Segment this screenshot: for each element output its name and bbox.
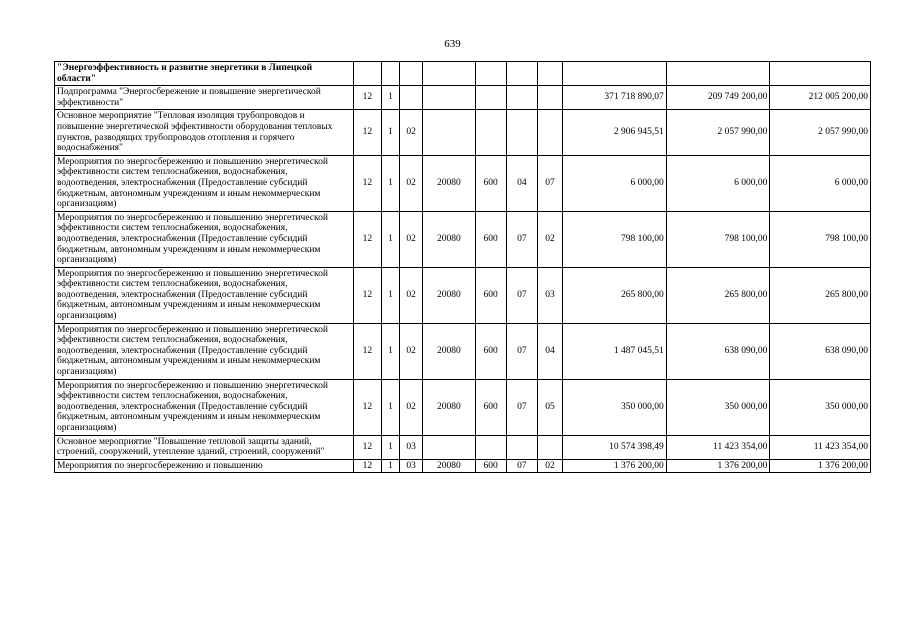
code-cell: 20080 — [423, 155, 475, 211]
code-cell: 12 — [353, 435, 381, 459]
amount-cell: 11 423 354,00 — [770, 435, 871, 459]
amount-cell: 2 906 945,51 — [563, 110, 667, 155]
budget-table — [54, 61, 871, 473]
row-name-cell: Основное мероприятие "Повышение тепловой защиты зданий, строений, сооружений, утепление зданий, строений, сооружений" — [55, 435, 354, 459]
code-cell: 02 — [400, 379, 423, 435]
code-cell: 07 — [506, 379, 537, 435]
amount-cell: 798 100,00 — [770, 211, 871, 267]
code-cell — [475, 110, 506, 155]
amount-cell: 1 376 200,00 — [666, 459, 770, 473]
row-name-cell: Мероприятия по энергосбережению и повышению энергетической эффективности систем теплоснабжения, водоснабжения, водоотведения, электроснабжения (Предоставление субсидий бюджетным, автономным учреждениям и иным некоммерческим организациям) — [55, 379, 354, 435]
code-cell: 12 — [353, 459, 381, 473]
code-cell: 07 — [506, 323, 537, 379]
code-cell: 600 — [475, 323, 506, 379]
amount-cell — [563, 62, 667, 86]
code-cell: 07 — [506, 211, 537, 267]
code-cell — [400, 62, 423, 86]
code-cell: 03 — [400, 435, 423, 459]
amount-cell: 350 000,00 — [770, 379, 871, 435]
row-name-cell: Мероприятия по энергосбережению и повышению энергетической эффективности систем теплоснабжения, водоснабжения, водоотведения, электроснабжения (Предоставление субсидий бюджетным, автономным учреждениям и иным некоммерческим организациям) — [55, 211, 354, 267]
code-cell — [537, 86, 562, 110]
code-cell: 04 — [537, 323, 562, 379]
code-cell: 03 — [400, 459, 423, 473]
amount-cell: 798 100,00 — [666, 211, 770, 267]
amount-cell: 1 376 200,00 — [563, 459, 667, 473]
code-cell: 12 — [353, 86, 381, 110]
code-cell: 600 — [475, 155, 506, 211]
code-cell: 600 — [475, 211, 506, 267]
code-cell — [423, 62, 475, 86]
code-cell — [382, 62, 400, 86]
code-cell: 02 — [400, 211, 423, 267]
amount-cell: 11 423 354,00 — [666, 435, 770, 459]
amount-cell: 265 800,00 — [563, 267, 667, 323]
row-name-cell: "Энергоэффективность и развитие энергетики в Липецкой области" — [55, 62, 354, 86]
code-cell: 1 — [382, 86, 400, 110]
code-cell — [423, 435, 475, 459]
code-cell — [423, 86, 475, 110]
code-cell: 07 — [506, 459, 537, 473]
code-cell: 1 — [382, 459, 400, 473]
code-cell: 20080 — [423, 379, 475, 435]
amount-cell: 6 000,00 — [666, 155, 770, 211]
table-row — [55, 459, 871, 473]
row-name-cell: Основное мероприятие "Тепловая изоляция трубопроводов и повышение энергетической эффективности оборудования тепловых пунктов, разводящих трубопроводов отопления и горячего водоснабжения" — [55, 110, 354, 155]
code-cell: 04 — [506, 155, 537, 211]
code-cell: 20080 — [423, 267, 475, 323]
amount-cell: 209 749 200,00 — [666, 86, 770, 110]
code-cell: 02 — [400, 110, 423, 155]
amount-cell: 638 090,00 — [770, 323, 871, 379]
code-cell — [537, 110, 562, 155]
code-cell: 600 — [475, 459, 506, 473]
code-cell: 1 — [382, 379, 400, 435]
code-cell — [423, 110, 475, 155]
code-cell: 1 — [382, 323, 400, 379]
amount-cell: 6 000,00 — [563, 155, 667, 211]
amount-cell: 212 005 200,00 — [770, 86, 871, 110]
amount-cell: 371 718 890,07 — [563, 86, 667, 110]
code-cell: 20080 — [423, 459, 475, 473]
amount-cell — [770, 62, 871, 86]
amount-cell: 350 000,00 — [563, 379, 667, 435]
code-cell: 1 — [382, 267, 400, 323]
code-cell — [475, 435, 506, 459]
code-cell: 02 — [400, 323, 423, 379]
row-name-cell: Мероприятия по энергосбережению и повышению — [55, 459, 354, 473]
row-name-cell: Подпрограмма "Энергосбережение и повышение энергетической эффективности" — [55, 86, 354, 110]
program-title-row — [55, 62, 871, 86]
code-cell: 12 — [353, 110, 381, 155]
code-cell: 12 — [353, 155, 381, 211]
code-cell: 1 — [382, 435, 400, 459]
code-cell: 1 — [382, 110, 400, 155]
code-cell: 05 — [537, 379, 562, 435]
code-cell: 1 — [382, 211, 400, 267]
code-cell: 12 — [353, 267, 381, 323]
table-row — [55, 86, 871, 110]
row-name-cell: Мероприятия по энергосбережению и повышению энергетической эффективности систем теплоснабжения, водоснабжения, водоотведения, электроснабжения (Предоставление субсидий бюджетным, автономным учреждениям и иным некоммерческим организациям) — [55, 267, 354, 323]
code-cell: 600 — [475, 267, 506, 323]
code-cell — [353, 62, 381, 86]
amount-cell: 638 090,00 — [666, 323, 770, 379]
code-cell — [400, 86, 423, 110]
table-row — [55, 110, 871, 155]
row-name-cell: Мероприятия по энергосбережению и повышению энергетической эффективности систем теплоснабжения, водоснабжения, водоотведения, электроснабжения (Предоставление субсидий бюджетным, автономным учреждениям и иным некоммерческим организациям) — [55, 155, 354, 211]
code-cell: 20080 — [423, 211, 475, 267]
table-row — [55, 435, 871, 459]
code-cell — [506, 86, 537, 110]
code-cell: 02 — [400, 155, 423, 211]
code-cell: 02 — [537, 211, 562, 267]
code-cell — [537, 62, 562, 86]
amount-cell: 6 000,00 — [770, 155, 871, 211]
amount-cell: 265 800,00 — [770, 267, 871, 323]
amount-cell: 2 057 990,00 — [666, 110, 770, 155]
page-number: 639 — [444, 38, 461, 50]
code-cell — [506, 62, 537, 86]
amount-cell: 1 487 045,51 — [563, 323, 667, 379]
amount-cell: 265 800,00 — [666, 267, 770, 323]
table-row — [55, 379, 871, 435]
code-cell: 20080 — [423, 323, 475, 379]
table-row — [55, 155, 871, 211]
code-cell: 07 — [506, 267, 537, 323]
amount-cell: 1 376 200,00 — [770, 459, 871, 473]
code-cell — [506, 110, 537, 155]
code-cell: 02 — [537, 459, 562, 473]
table-row — [55, 267, 871, 323]
amount-cell — [666, 62, 770, 86]
code-cell: 03 — [537, 267, 562, 323]
amount-cell: 10 574 398,49 — [563, 435, 667, 459]
code-cell — [475, 86, 506, 110]
table-row — [55, 323, 871, 379]
code-cell: 02 — [400, 267, 423, 323]
amount-cell: 2 057 990,00 — [770, 110, 871, 155]
code-cell — [537, 435, 562, 459]
code-cell: 1 — [382, 155, 400, 211]
table-row — [55, 211, 871, 267]
code-cell: 12 — [353, 211, 381, 267]
row-name-cell: Мероприятия по энергосбережению и повышению энергетической эффективности систем теплоснабжения, водоснабжения, водоотведения, электроснабжения (Предоставление субсидий бюджетным, автономным учреждениям и иным некоммерческим организациям) — [55, 323, 354, 379]
code-cell — [506, 435, 537, 459]
code-cell: 12 — [353, 323, 381, 379]
amount-cell: 798 100,00 — [563, 211, 667, 267]
code-cell — [475, 62, 506, 86]
code-cell: 07 — [537, 155, 562, 211]
amount-cell: 350 000,00 — [666, 379, 770, 435]
code-cell: 12 — [353, 379, 381, 435]
code-cell: 600 — [475, 379, 506, 435]
